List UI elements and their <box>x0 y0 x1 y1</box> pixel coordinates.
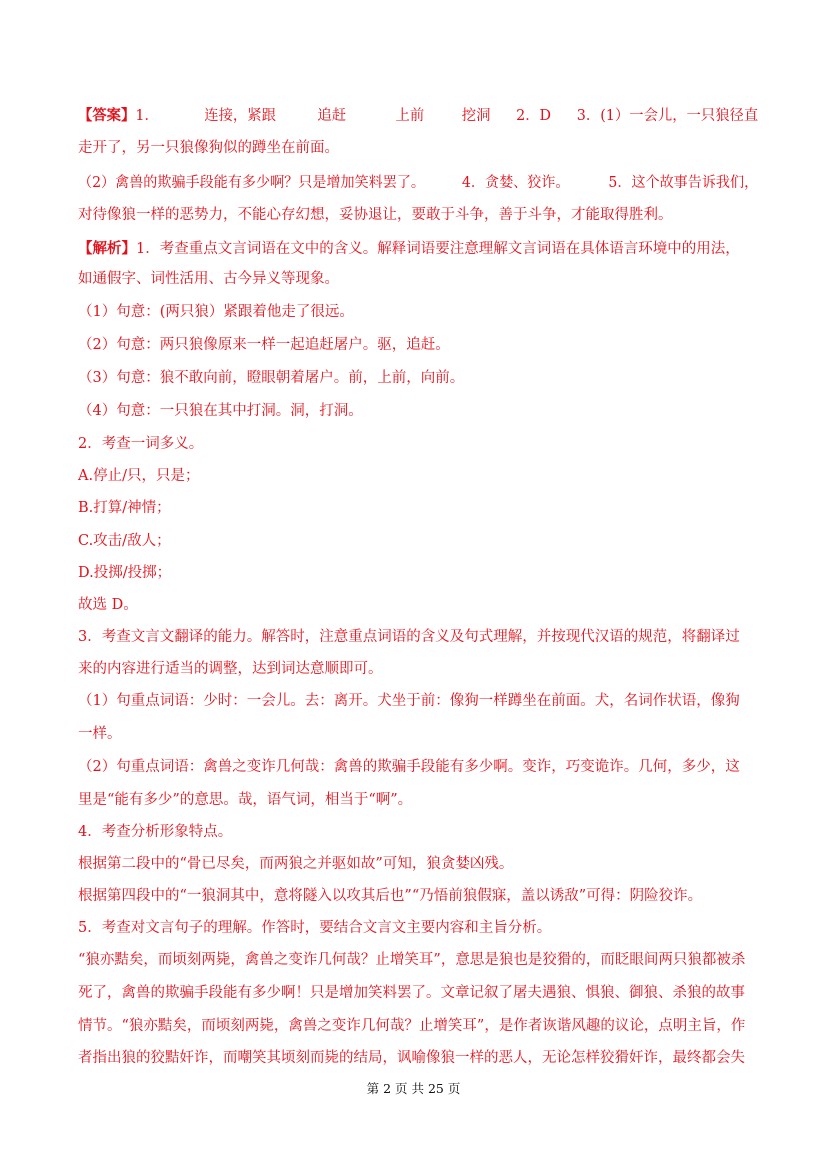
analysis-line: 4．考查分析形象特点。 <box>78 824 233 840</box>
analysis-line: D.投掷/投掷； <box>78 565 172 581</box>
answer-item: 4．贪婪、狡诈。 <box>461 175 570 191</box>
answer-item: 1． <box>135 108 159 124</box>
analysis-line: 5．考查对文言句子的理解。作答时，要结合文言文主要内容和主旨分析。 <box>78 920 552 936</box>
analysis-line: 故选 D。 <box>78 597 138 613</box>
analysis-line: 根据第二段中的“骨已尽矣，而两狼之并驱如故”可知，狼贪婪凶残。 <box>78 856 514 872</box>
analysis-line: 情节。“狼亦黠矣，而顷刻两毙，禽兽之变诈几何哉？止增笑耳”，是作者诙谐风趣的议论，点明主旨，作 <box>78 1018 746 1034</box>
analysis-line: （2）句意：两只狼像原来一样一起追赶屠户。驱，追赶。 <box>78 337 450 353</box>
analysis-line: 来的内容进行适当的调整，达到词达意顺即可。 <box>78 661 383 677</box>
analysis-line: C.攻击/敌人； <box>78 533 171 549</box>
analysis-line: 2．考查一词多义。 <box>78 436 204 452</box>
answer-item: 追赶 <box>317 108 347 124</box>
answer-line-2: 走开了，另一只狼像狗似的蹲坐在前面。 <box>78 140 339 156</box>
analysis-line: 者指出狼的狡黠奸诈，而嘲笑其顷刻而毙的结局，讽喻像狼一样的恶人，无论怎样狡猾奸诈，最终都会失 <box>78 1050 745 1066</box>
analysis-line: （2）句重点词语：禽兽之变诈几何哉：禽兽的欺骗手段能有多少啊。变诈，巧变诡诈。几何，多少，这 <box>78 759 740 775</box>
answer-item: 连接，紧跟 <box>204 108 276 124</box>
analysis-line: 死了，禽兽的欺骗手段能有多少啊！只是增加笑料罢了。文章记叙了屠夫遇狼、惧狼、御狼、杀狼的故事 <box>78 985 745 1001</box>
analysis-line: （4）句意：一只狼在其中打洞。洞，打洞。 <box>78 403 363 419</box>
answer-item: 5．这个故事告诉我们， <box>608 175 759 191</box>
analysis-text: 1．考查重点文言词语在文中的含义。解释词语要注意理解文言词语在具体语言环境中的用法， <box>136 241 740 257</box>
analysis-line: 一样。 <box>78 726 122 742</box>
analysis-line: 里是“能有多少”的意思。哉，语气词，相当于“啊”。 <box>78 792 413 808</box>
analysis-line: A.停止/只，只是； <box>78 468 200 484</box>
answer-item: 上前 <box>395 108 425 124</box>
answer-item: （2）禽兽的欺骗手段能有多少啊？只是增加笑料罢了。 <box>78 175 426 191</box>
analysis-line: B.打算/神情； <box>78 500 171 516</box>
analysis-line: 3．考查文言文翻译的能力。解答时，注意重点词语的含义及句式理解，并按现代汉语的规范，将翻译过 <box>78 629 740 645</box>
analysis-line: 根据第四段中的“一狼洞其中，意将隧入以攻其后也”“乃悟前狼假寐，盖以诱敌”可得：阴险狡诈。 <box>78 888 703 904</box>
answer-item: 2．D <box>516 108 552 124</box>
analysis-line: （3）句意：狼不敢向前，瞪眼朝着屠户。前，上前，向前。 <box>78 370 465 386</box>
answer-item: 挖洞 <box>461 108 491 124</box>
answer-tag: 【答案】 <box>78 107 136 124</box>
analysis-tag: 【解析】 <box>78 240 136 257</box>
analysis-line: “狼亦黠矣，而顷刻两毙，禽兽之变诈几何哉？止增笑耳”，意思是狼也是狡猾的，而眨眼间两只狼都被杀 <box>78 952 746 968</box>
answer-line-1 <box>78 107 759 125</box>
analysis-line: （1）句意：(两只狼）紧跟着他走了很远。 <box>78 304 354 320</box>
answer-line-4: 对待像狼一样的恶势力，不能心存幻想，妥协退让，要敢于斗争，善于斗争，才能取得胜利。 <box>78 207 673 223</box>
page-number-footer: 第 2 页 共 25 页 <box>366 1081 461 1096</box>
analysis-line: 如通假字、词性活用、古今异义等现象。 <box>78 271 339 287</box>
analysis-line <box>78 240 758 258</box>
answer-line-3 <box>78 174 759 192</box>
analysis-line: （1）句重点词语：少时：一会儿。去：离开。犬坐于前：像狗一样蹲坐在前面。犬，名词作状语，像狗 <box>78 693 740 709</box>
answer-item: 3．(1）一会儿，一只狼径直 <box>576 108 759 124</box>
